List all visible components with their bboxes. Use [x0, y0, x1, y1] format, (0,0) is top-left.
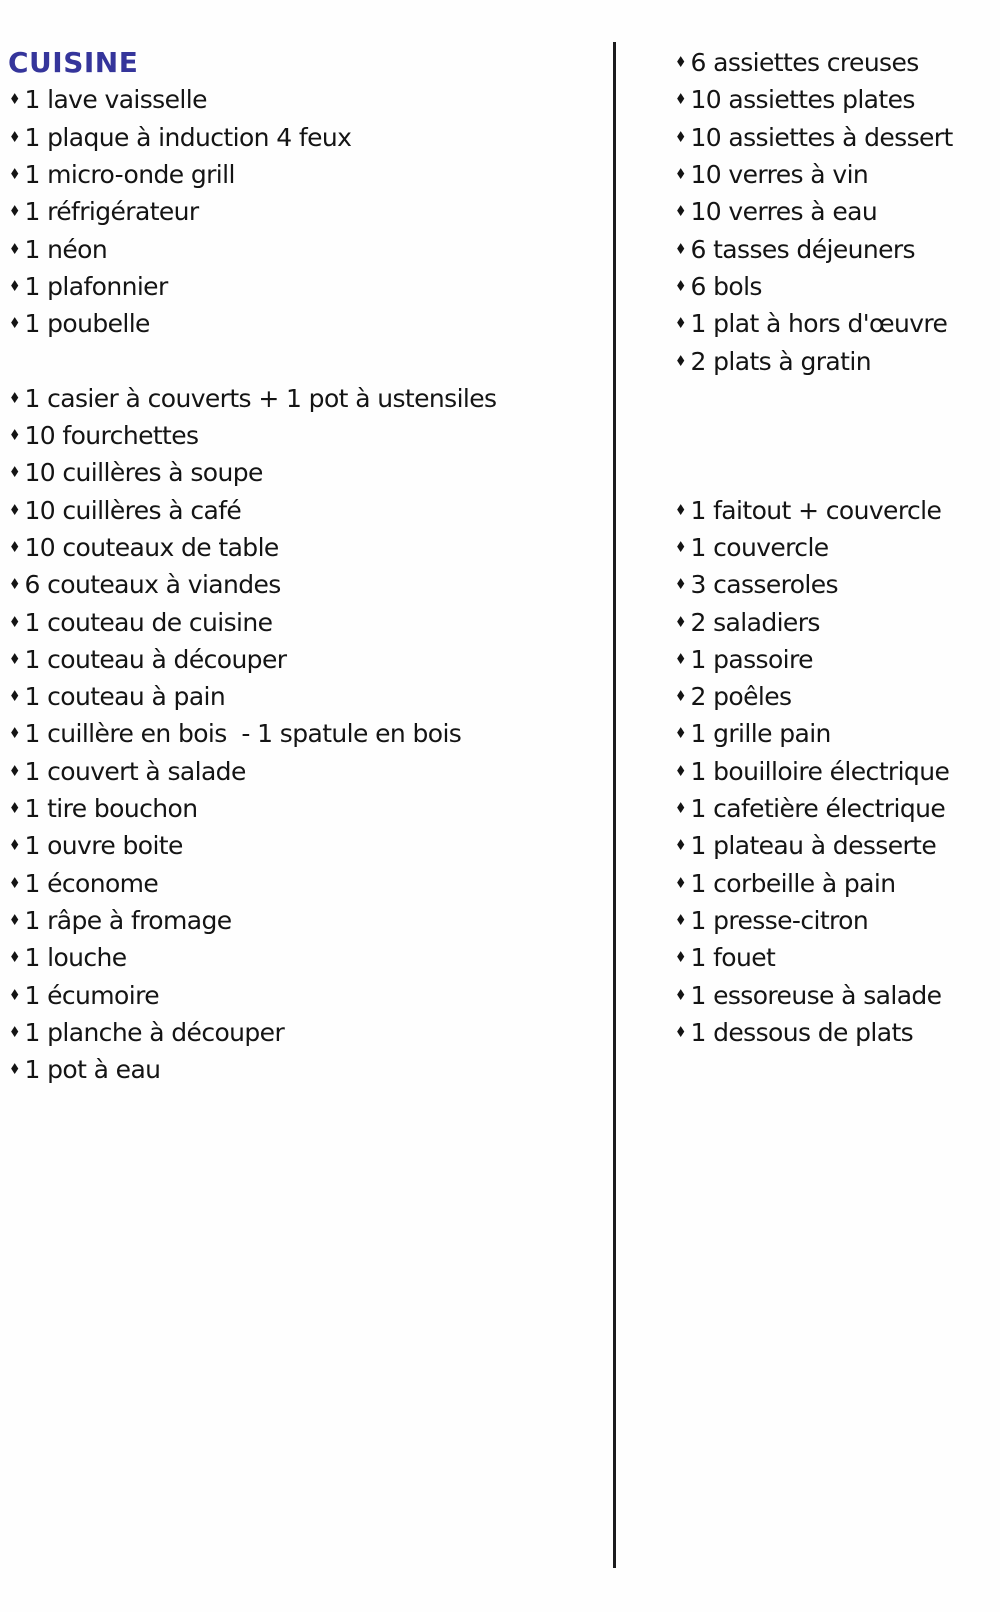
list-item-text: 2 plats à gratin [690, 346, 871, 376]
bullet-diamond-icon: ♦ [9, 202, 21, 221]
bullet-diamond-icon: ♦ [675, 724, 687, 743]
list-item [8, 380, 603, 417]
list-item [674, 492, 996, 529]
bullet-diamond-icon: ♦ [675, 202, 687, 221]
list-item-text: 6 assiettes creuses [690, 48, 919, 78]
bullet-diamond-icon: ♦ [675, 538, 687, 556]
bullet-diamond-icon: ♦ [9, 1060, 21, 1079]
list-item [8, 566, 603, 603]
list-item-text: 10 cuillères à soupe [24, 458, 263, 488]
list-item-text: 2 saladiers [690, 607, 820, 637]
list-item [674, 865, 996, 902]
list-item-text: 1 lave vaisselle [24, 85, 207, 115]
bullet-diamond-icon: ♦ [675, 276, 687, 295]
bullet-diamond-icon: ♦ [9, 388, 21, 407]
list-item-text: 1 bouilloire électrique [690, 756, 950, 786]
bullet-diamond-icon: ♦ [9, 724, 21, 743]
blank-row [674, 417, 996, 454]
bullet-diamond-icon: ♦ [675, 910, 687, 929]
list-item [8, 790, 603, 827]
column-divider-line [613, 42, 616, 1568]
list-item [674, 44, 996, 81]
list-item-text: 1 louche [24, 943, 127, 973]
list-item-text: 1 écumoire [24, 980, 159, 1010]
list-item [674, 193, 996, 230]
list-item-text: 1 néon [24, 234, 108, 264]
list-item-text: 1 pot à eau [24, 1055, 161, 1085]
list-item-text: 1 cafetière électrique [690, 794, 946, 824]
bullet-diamond-icon: ♦ [675, 575, 687, 594]
list-item-text: 1 couvert à salade [24, 756, 246, 786]
list-item [674, 641, 996, 678]
list-item [8, 268, 603, 305]
list-item-text: 10 fourchettes [24, 421, 199, 451]
bullet-diamond-icon: ♦ [9, 426, 21, 445]
bullet-diamond-icon: ♦ [675, 985, 687, 1004]
bullet-diamond-icon: ♦ [9, 1022, 21, 1041]
list-item-text: 1 faitout + couvercle [690, 495, 942, 525]
bullet-diamond-icon: ♦ [9, 314, 21, 333]
list-item-text: 1 casier à couverts + 1 pot à ustensiles [24, 383, 497, 413]
bullet-diamond-icon: ♦ [9, 948, 21, 967]
bullet-diamond-icon: ♦ [9, 761, 21, 780]
bullet-diamond-icon: ♦ [675, 314, 687, 333]
list-item [674, 976, 996, 1013]
bullet-diamond-icon: ♦ [675, 761, 687, 780]
list-item-text: 10 couteaux de table [24, 533, 279, 562]
list-item [674, 268, 996, 305]
bullet-diamond-icon: ♦ [9, 463, 21, 482]
bullet-diamond-icon: ♦ [9, 276, 21, 295]
list-item [8, 902, 603, 939]
list-item [8, 156, 603, 193]
bullet-diamond-icon: ♦ [9, 90, 21, 109]
page-title: CUISINE [8, 46, 139, 80]
list-item [8, 753, 603, 790]
list-item-text: 1 plaque à induction 4 feux [24, 122, 352, 152]
bullet-diamond-icon: ♦ [9, 910, 21, 929]
bullet-diamond-icon: ♦ [9, 985, 21, 1004]
list-item [8, 1051, 603, 1088]
bullet-diamond-icon: ♦ [9, 575, 21, 594]
list-item [8, 827, 603, 864]
list-item-text: 10 assiettes à dessert [690, 122, 953, 152]
list-item-text: 1 couvercle [690, 533, 829, 562]
list-item-text: 1 réfrigérateur [24, 197, 199, 227]
list-item-text: 1 économe [24, 868, 159, 898]
list-item-text: 1 planche à découper [24, 1017, 285, 1047]
list-item [8, 230, 603, 267]
bullet-diamond-icon: ♦ [675, 239, 687, 258]
list-item [674, 678, 996, 715]
list-item [674, 342, 996, 379]
list-item-text: 6 bols [690, 271, 762, 301]
list-item-text: 1 plafonnier [24, 271, 168, 301]
list-item-text: 10 verres à vin [690, 160, 869, 190]
list-item [8, 976, 603, 1013]
bullet-diamond-icon: ♦ [9, 500, 21, 519]
list-item [8, 454, 603, 491]
list-item-text: 1 ouvre boite [24, 831, 183, 861]
right-item-list [674, 44, 996, 1051]
bullet-diamond-icon: ♦ [675, 500, 687, 519]
list-item [8, 81, 603, 118]
list-item [674, 156, 996, 193]
list-item [674, 790, 996, 827]
list-item-text: 1 plat à hors d'œuvre [690, 309, 948, 339]
list-item [8, 939, 603, 976]
bullet-diamond-icon: ♦ [9, 687, 21, 706]
list-item-text: 1 poubelle [24, 309, 150, 339]
bullet-diamond-icon: ♦ [675, 612, 687, 631]
list-item-text: 1 corbeille à pain [690, 868, 896, 898]
bullet-diamond-icon: ♦ [9, 836, 21, 855]
list-item-text: 10 assiettes plates [690, 85, 915, 115]
blank-row [674, 454, 996, 491]
bullet-diamond-icon: ♦ [9, 873, 21, 892]
bullet-diamond-icon: ♦ [675, 165, 687, 184]
bullet-diamond-icon: ♦ [9, 239, 21, 258]
bullet-diamond-icon: ♦ [9, 799, 21, 818]
list-item-text: 1 plateau à desserte [690, 831, 937, 861]
list-item-text: 1 tire bouchon [24, 794, 198, 824]
list-item [674, 119, 996, 156]
list-item-text: 10 verres à eau [690, 197, 878, 227]
list-item-text: 2 poêles [690, 682, 792, 712]
bullet-diamond-icon: ♦ [9, 612, 21, 631]
list-item-text: 1 presse-citron [690, 905, 869, 935]
bullet-diamond-icon: ♦ [675, 649, 687, 668]
list-item-text: 1 grille pain [690, 719, 831, 749]
list-item-text: 1 couteau à découper [24, 644, 287, 674]
list-item [8, 678, 603, 715]
list-item-text: 1 couteau de cuisine [24, 607, 273, 637]
bullet-diamond-icon: ♦ [675, 90, 687, 109]
list-item [674, 939, 996, 976]
list-item-text: 6 tasses déjeuners [690, 234, 915, 264]
left-column [8, 44, 603, 1088]
list-item [8, 1014, 603, 1051]
list-item [8, 865, 603, 902]
bullet-diamond-icon: ♦ [9, 649, 21, 668]
bullet-diamond-icon: ♦ [675, 948, 687, 967]
bullet-diamond-icon: ♦ [9, 165, 21, 184]
list-item [674, 1014, 996, 1051]
bullet-diamond-icon: ♦ [675, 1022, 687, 1041]
list-item [674, 753, 996, 790]
bullet-diamond-icon: ♦ [9, 538, 21, 556]
list-item [674, 566, 996, 603]
list-item [8, 417, 603, 454]
bullet-diamond-icon: ♦ [675, 687, 687, 706]
list-item-text: 1 râpe à fromage [24, 905, 232, 935]
list-item [8, 603, 603, 640]
list-item [8, 193, 603, 230]
list-item-text: 1 couteau à pain [24, 682, 226, 712]
list-item-text: 6 couteaux à viandes [24, 570, 281, 600]
bullet-diamond-icon: ♦ [675, 799, 687, 818]
bullet-diamond-icon: ♦ [675, 836, 687, 855]
list-item-text: 1 micro-onde grill [24, 160, 235, 190]
list-item-text: 1 passoire [690, 644, 813, 674]
list-item [8, 529, 603, 566]
list-item [674, 81, 996, 118]
list-item-text: 1 cuillère en bois - 1 spatule en bois [24, 719, 462, 749]
blank-row [8, 342, 603, 379]
right-column [674, 44, 996, 1051]
bullet-diamond-icon: ♦ [9, 127, 21, 146]
bullet-diamond-icon: ♦ [675, 53, 687, 72]
list-item-text: 1 fouet [690, 943, 776, 973]
list-item [8, 641, 603, 678]
list-item-text: 10 cuillères à café [24, 495, 242, 525]
list-item [674, 230, 996, 267]
list-item-text: 1 essoreuse à salade [690, 980, 942, 1010]
list-item [8, 715, 603, 752]
bullet-diamond-icon: ♦ [675, 873, 687, 892]
bullet-diamond-icon: ♦ [675, 127, 687, 146]
list-item [8, 492, 603, 529]
list-item [674, 603, 996, 640]
list-item-text: 1 dessous de plats [690, 1017, 914, 1047]
list-item [674, 902, 996, 939]
list-item-text: 3 casseroles [690, 570, 838, 600]
list-item [8, 119, 603, 156]
title-row [8, 44, 603, 81]
list-item [674, 715, 996, 752]
list-item [674, 305, 996, 342]
list-item [8, 305, 603, 342]
list-item [674, 529, 996, 566]
left-item-list [8, 81, 603, 1088]
blank-row [674, 380, 996, 417]
list-item [674, 827, 996, 864]
bullet-diamond-icon: ♦ [675, 351, 687, 370]
